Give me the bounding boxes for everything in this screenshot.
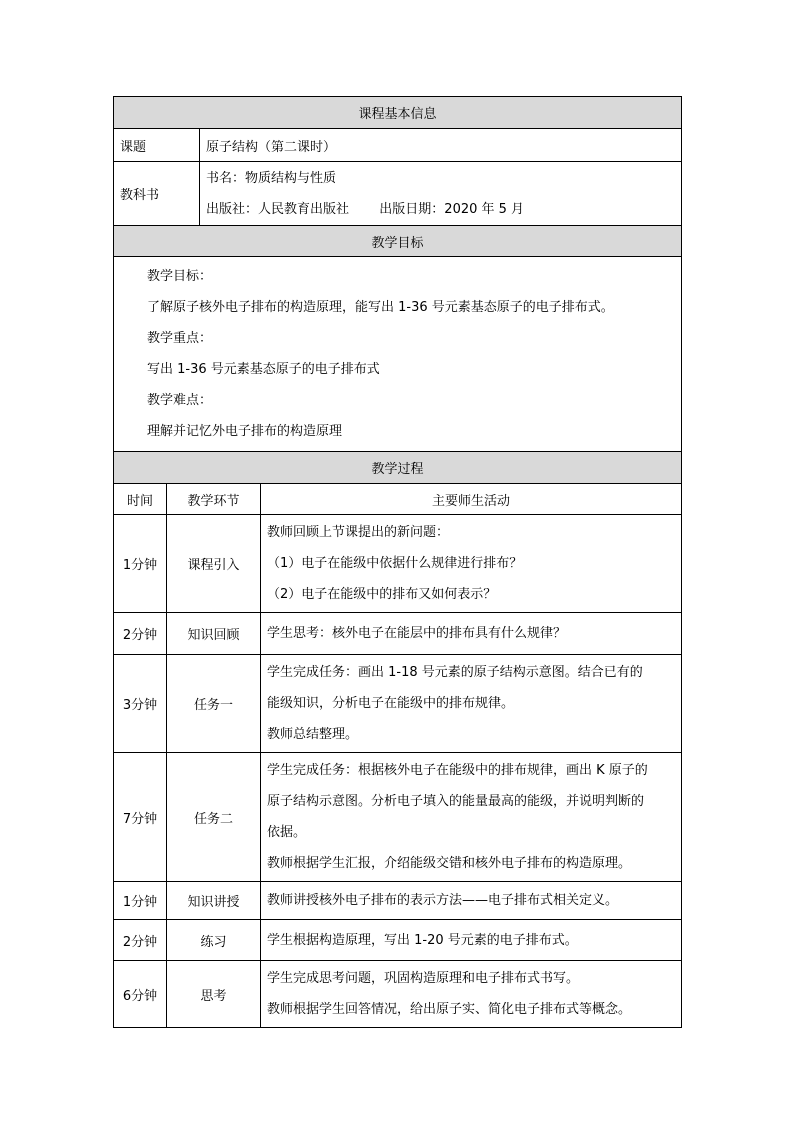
table-row [114,882,682,920]
row-activity [261,920,682,961]
row-activity [261,655,682,753]
publisher-line [206,194,675,225]
table-row [114,920,682,961]
activity-line: 教师总结整理。 [267,727,359,742]
activity-line: 学生完成思考问题，巩固构造原理和电子排布式书写。 [267,971,580,986]
activity-line: 学生完成任务：画出 1-18 号元素的原子结构示意图。结合已有的 [267,665,643,680]
header-activity: 主要师生活动 [261,484,682,515]
activity-line: 教师讲授核外电子排布的表示方法——电子排布式相关定义。 [267,893,619,908]
section-header-objectives: 教学目标 [114,226,682,257]
row-stage: 任务一 [167,655,261,753]
header-stage: 教学环节 [167,484,261,515]
row-stage: 练习 [167,920,261,961]
section-header-process: 教学过程 [114,452,682,484]
difficulties-text: 理解并记忆外电子排布的构造原理 [147,424,343,439]
textbook-info [200,162,682,226]
activity-line: 教师根据学生汇报，介绍能级交错和核外电子排布的构造原理。 [267,856,632,871]
activity-line: 原子结构示意图。分析电子填入的能量最高的能级，并说明判断的 [267,794,645,809]
row-activity [261,515,682,613]
row-activity [261,882,682,920]
publication-date: 出版日期：2020 年 5 月 [379,201,525,217]
row-time: 2分钟 [114,920,167,961]
row-time: 1分钟 [114,515,167,613]
section-header-basic-info: 课程基本信息 [114,97,682,129]
activity-line: 学生完成任务：根据核外电子在能级中的排布规律，画出 K 原子的 [267,763,648,778]
activity-line: 能级知识，分析电子在能级中的排布规律。 [267,696,515,711]
table-row [114,613,682,655]
row-stage: 课程引入 [167,515,261,613]
key-points-text: 写出 1-36 号元素基态原子的电子排布式 [147,362,380,377]
row-activity [261,613,682,655]
textbook-label: 教科书 [114,162,200,226]
activity-line: （1）电子在能级中依据什么规律进行排布？ [267,556,523,571]
row-time: 7分钟 [114,753,167,882]
row-stage: 任务二 [167,753,261,882]
activity-line: 学生根据构造原理，写出 1-20 号元素的电子排布式。 [267,932,578,948]
activity-line: 依据。 [267,825,307,840]
row-activity [261,753,682,882]
row-time: 2分钟 [114,613,167,655]
lesson-plan-table [113,96,682,1028]
table-row [114,655,682,753]
activity-line: 学生思考：核外电子在能层中的排布具有什么规律？ [267,626,567,641]
objectives-heading: 教学目标： [147,269,213,284]
table-row [114,515,682,613]
topic-label: 课题 [114,129,200,162]
key-points-heading: 教学重点： [147,331,213,346]
objectives-text: 了解原子核外电子排布的构造原理，能写出 1-36 号元素基态原子的电子排布式。 [147,300,614,315]
row-time: 3分钟 [114,655,167,753]
row-activity [261,961,682,1028]
objectives-content [114,257,682,452]
row-stage: 思考 [167,961,261,1028]
topic-value: 原子结构（第二课时） [200,129,682,162]
row-time: 6分钟 [114,961,167,1028]
activity-line: 教师根据学生回答情况，给出原子实、简化电子排布式等概念。 [267,1002,632,1017]
table-row [114,961,682,1028]
row-stage: 知识讲授 [167,882,261,920]
difficulties-heading: 教学难点： [147,393,213,408]
row-time: 1分钟 [114,882,167,920]
publisher: 出版社：人民教育出版社 [206,201,350,217]
book-name: 书名：物质结构与性质 [206,170,337,186]
activity-line: 教师回顾上节课提出的新问题： [267,525,450,540]
row-stage: 知识回顾 [167,613,261,655]
table-row [114,753,682,882]
header-time: 时间 [114,484,167,515]
activity-line: （2）电子在能级中的排布又如何表示？ [267,587,497,602]
lesson-plan-document [113,96,681,1028]
